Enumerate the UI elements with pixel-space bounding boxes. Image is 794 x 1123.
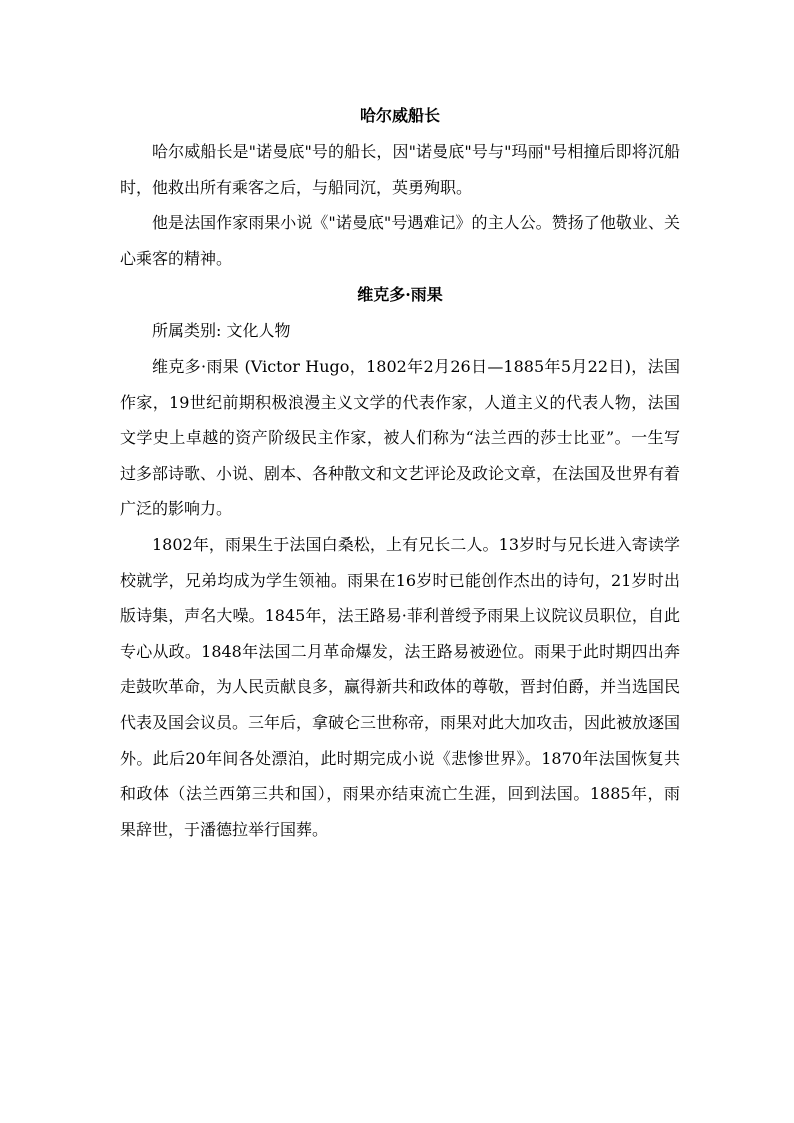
- paragraph-hugo-intro: 维克多·雨果 (Victor Hugo，1802年2月26日—1885年5月22日)，法国作家，19世纪前期积极浪漫主义文学的代表作家，人道主义的代表人物，法国文学史上卓越的资产阶级民主作家，被人们称为“法兰西的莎士比亚”。一生写过多部诗歌、小说、剧本、各种散文和文艺评论及政论文章，在法国及世界有着广泛的影响力。: [120, 356, 681, 519]
- paragraph-captain-bio: 哈尔威船长是"诺曼底"号的船长，因"诺曼底"号与"玛丽"号相撞后即将沉船时，他救出所有乘客之后，与船同沉，英勇殉职。: [120, 142, 680, 197]
- section-title-captain: 哈尔威船长: [359, 106, 440, 125]
- document-body: [120, 98, 680, 847]
- paragraph-hugo-life: 1802年，雨果生于法国白桑松，上有兄长二人。13岁时与兄长进入寄读学校就学，兄弟均成为学生领袖。雨果在16岁时已能创作杰出的诗句，21岁时出版诗集，声名大噪。1845年，法王路易·菲利普绶予雨果上议院议员职位，自此专心从政。1848年法国二月革命爆发，法王路易被逊位。雨果于此时期四出奔走鼓吹革命，为人民贡献良多，赢得新共和政体的尊敬，晋封伯爵，并当选国民代表及国会议员。三年后，拿破仑三世称帝，雨果对此大加攻击，因此被放逐国外。此后20年间各处漂泊，此时期完成小说《悲惨世界》。1870年法国恢复共和政体（法兰西第三共和国），雨果亦结束流亡生涯，回到法国。1885年，雨果辞世，于潘德拉举行国葬。: [120, 534, 681, 839]
- paragraph-category: 所属类别: 文化人物: [152, 321, 291, 341]
- section-title-hugo: 维克多·雨果: [357, 285, 443, 305]
- paragraph-captain-novel: 他是法国作家雨果小说《"诺曼底"号遇难记》的主人公。赞扬了他敬业、关心乘客的精神。: [120, 213, 680, 268]
